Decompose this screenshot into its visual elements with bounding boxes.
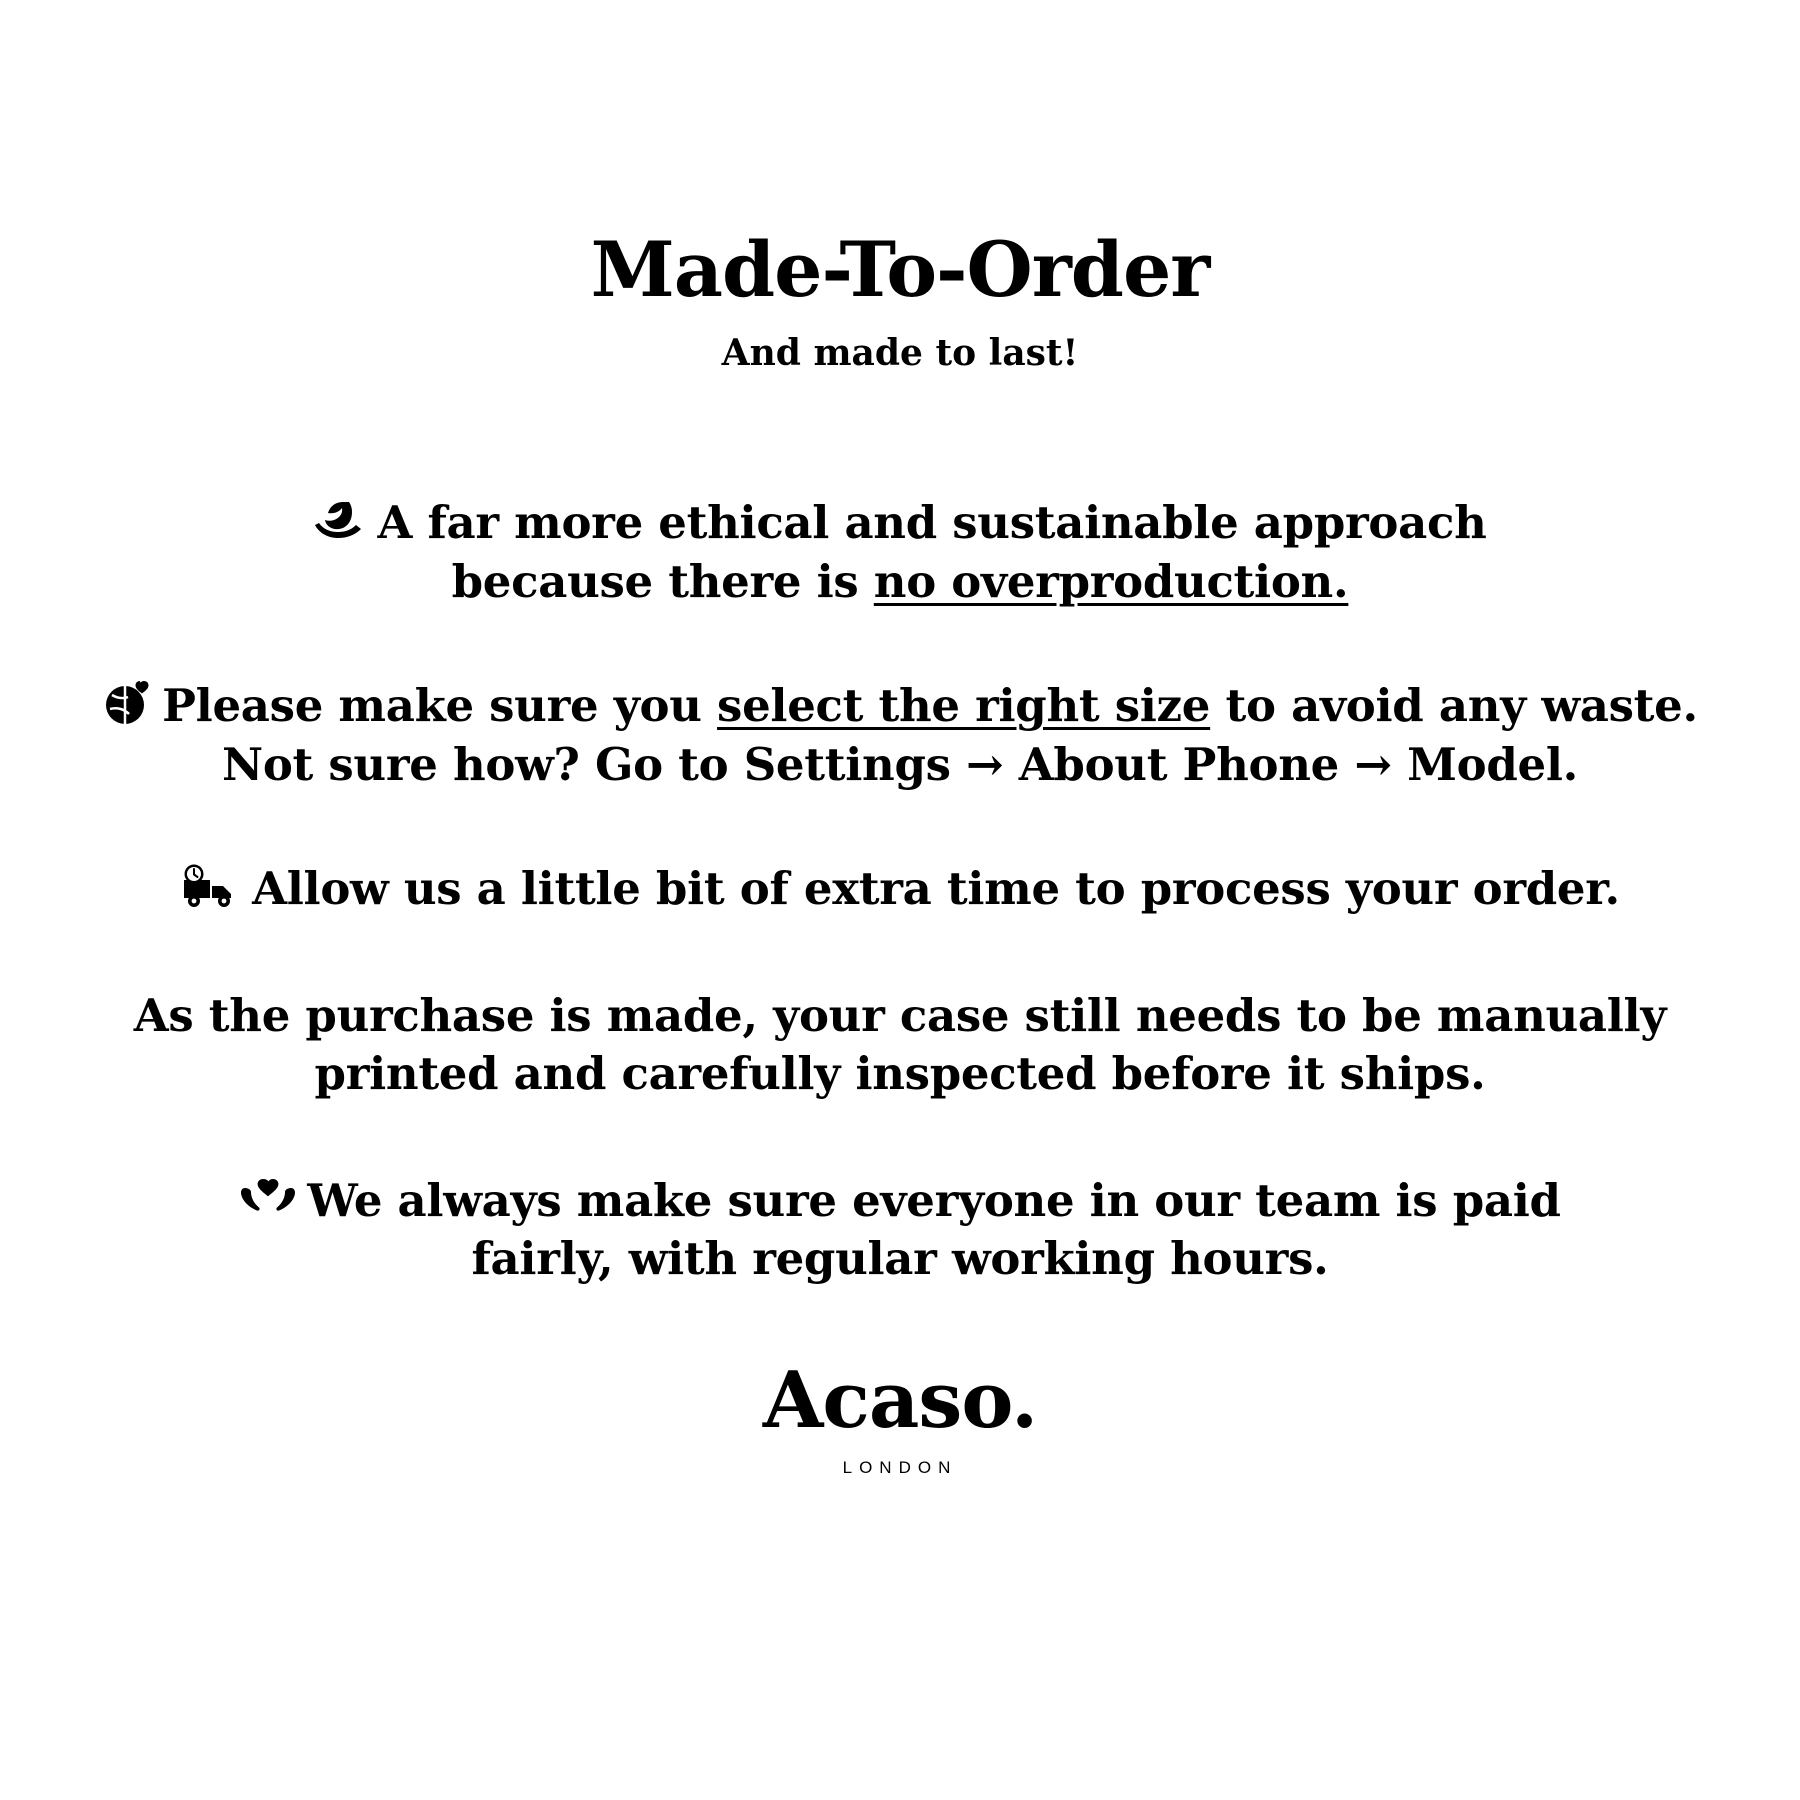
point4-line2: printed and carefully inspected before it ships.	[314, 1047, 1486, 1100]
globe-heart-icon	[102, 679, 152, 727]
delivery-truck-clock-icon	[180, 864, 242, 910]
point5-line1: We always make sure everyone in our team is paid	[307, 1173, 1561, 1227]
brand-location: LONDON	[842, 1458, 958, 1477]
point-fair-pay	[90, 1172, 1710, 1289]
point2-line1-pre: Please make sure you	[162, 679, 718, 732]
point-sustainability	[90, 494, 1710, 611]
point1-underline: no overproduction.	[873, 554, 1349, 608]
page-subtitle: And made to last!	[721, 332, 1079, 374]
brand-name: Acaso.	[762, 1355, 1038, 1446]
point2-underline: select the right size	[717, 679, 1211, 732]
heart-in-hands-icon	[239, 1176, 297, 1222]
point3-line1: Allow us a little bit of extra time to process your order.	[252, 862, 1620, 915]
point-size-selection	[90, 677, 1710, 794]
point-processing-time	[90, 860, 1710, 919]
point5-line2: fairly, with regular working hours.	[471, 1232, 1329, 1285]
point1-line1: A far more ethical and sustainable approach	[377, 496, 1487, 549]
point4-line1: As the purchase is made, your case still needs to be manually	[133, 988, 1667, 1042]
point-manual-printing	[90, 987, 1710, 1104]
point2-line1-post: to avoid any waste.	[1210, 679, 1698, 732]
brand-logo	[0, 1355, 1800, 1478]
point1-line2-pre: because there is	[451, 554, 874, 608]
point2-line2: Not sure how? Go to Settings → About Phone → Model.	[222, 737, 1578, 791]
page-title: Made-To-Order	[590, 225, 1210, 314]
leaf-in-hand-icon	[313, 498, 367, 544]
